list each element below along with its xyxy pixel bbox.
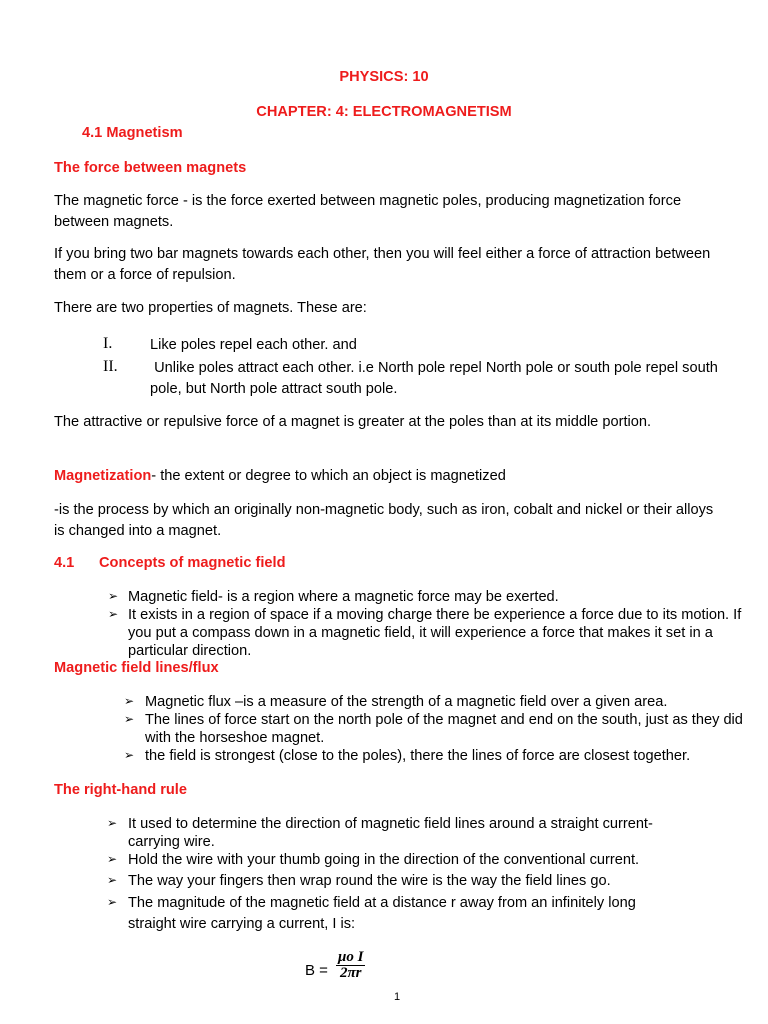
paragraph-properties-intro: There are two properties of magnets. These are: xyxy=(54,300,367,316)
list-item: It exists in a region of space if a moving charge there be experience a force due to its motion. If you put a compass down in a magnetic field, it will experience a force that makes it set in a particular direction. xyxy=(128,607,742,659)
arrow-bullet-icon: ➢ xyxy=(107,873,118,887)
arrow-bullet-icon: ➢ xyxy=(124,694,135,708)
section-number-field: 4.1 xyxy=(54,555,75,571)
arrow-bullet-icon: ➢ xyxy=(107,816,118,830)
list-item: The magnitude of the magnetic field at a distance r away from an infinitely long straight wire carrying a current, I is: xyxy=(128,895,636,932)
formula-numerator: μo I xyxy=(338,949,364,965)
list-item: Magnetic field- is a region where a magnetic force may be exerted. xyxy=(128,589,559,605)
list-item: The lines of force start on the north pole of the magnet and end on the south, just as they did with the horseshoe magnet. xyxy=(145,712,743,746)
document-title: PHYSICS: 10 xyxy=(339,69,429,85)
paragraph-bar-magnets: If you bring two bar magnets towards each other, then you will feel either a force of attraction between them or a force of repulsion. xyxy=(54,246,711,283)
arrow-bullet-icon: ➢ xyxy=(124,712,135,726)
paragraph-magnetic-force: The magnetic force - is the force exerted between magnetic poles, producing magnetization force between magnets. xyxy=(54,193,682,230)
magnetization-definition-text: - the extent or degree to which an object is magnetized xyxy=(151,468,506,484)
arrow-bullet-icon: ➢ xyxy=(107,895,118,909)
formula-fraction xyxy=(336,950,365,981)
list-marker: I. xyxy=(103,335,113,352)
formula-denominator: 2πr xyxy=(339,965,362,981)
subheading-force-between-magnets: The force between magnets xyxy=(54,160,247,176)
list-item: Like poles repel each other. and xyxy=(150,337,357,353)
arrow-bullet-icon: ➢ xyxy=(108,589,119,603)
section-heading-field: Concepts of magnetic field xyxy=(99,555,286,571)
magnetization-definition xyxy=(54,466,714,487)
section-heading-right-hand-rule: The right-hand rule xyxy=(54,782,187,798)
chapter-title: CHAPTER: 4: ELECTROMAGNETISM xyxy=(256,104,512,120)
paragraph-magnetization-process: -is the process by which an originally non-magnetic body, such as iron, cobalt and nickel or their alloys is changed into a magnet. xyxy=(54,502,714,539)
formula-lhs: B = xyxy=(305,962,328,979)
list-item: the field is strongest (close to the poles), there the lines of force are closest together. xyxy=(145,748,691,764)
magnetization-term: Magnetization xyxy=(54,468,152,484)
list-marker: II. xyxy=(103,358,118,375)
list-item: The way your fingers then wrap round the wire is the way the field lines go. xyxy=(128,873,611,889)
section-heading-magnetism: 4.1 Magnetism xyxy=(82,125,183,141)
list-item: Hold the wire with your thumb going in the direction of the conventional current. xyxy=(128,852,640,868)
list-item: It used to determine the direction of magnetic field lines around a straight current-carrying wire. xyxy=(128,816,653,850)
page-number: 1 xyxy=(394,991,401,1003)
section-heading-flux: Magnetic field lines/flux xyxy=(54,660,219,676)
arrow-bullet-icon: ➢ xyxy=(107,852,118,866)
list-item: Unlike poles attract each other. i.e North pole repel North pole or south pole repel south pole, but North pole attract south pole. xyxy=(150,360,722,397)
arrow-bullet-icon: ➢ xyxy=(124,748,135,762)
list-item: Magnetic flux –is a measure of the strength of a magnetic field over a given area. xyxy=(145,694,668,710)
paragraph-attractive-force: The attractive or repulsive force of a magnet is greater at the poles than at its middle portion. xyxy=(54,414,652,430)
arrow-bullet-icon: ➢ xyxy=(108,607,119,621)
